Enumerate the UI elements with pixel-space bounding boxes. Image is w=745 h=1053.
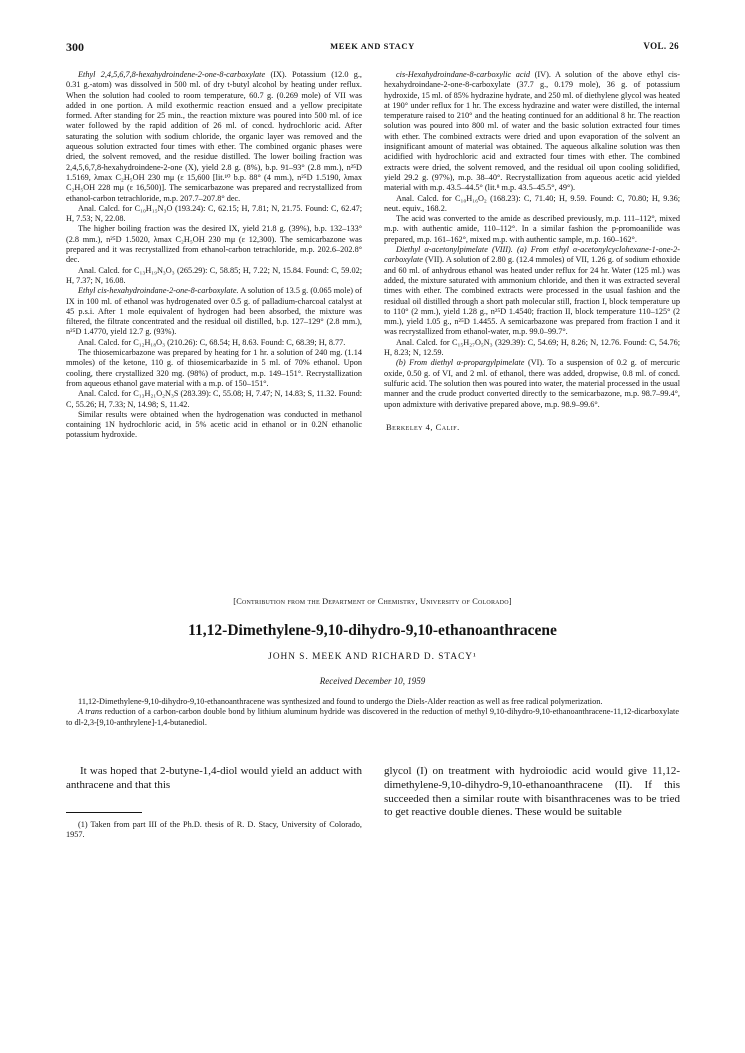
analysis-paragraph: Anal. Calcd. for C₁₅H₂₇O₅N₃ (329.39): C, 54.69; H, 8.26; N, 12.76. Found: C, 54.76; H, 8.23; N, 12.59. (384, 337, 680, 358)
body-paragraph: glycol (I) on treatment with hydroiodic acid would give 11,12-dimethylene-9,10-dihydro-9,10-ethanoanthracene (II). If this succeeded then a similar route with bisanthracenes was to be tried to get reactive double dienes. These would be suitable (384, 765, 680, 819)
paragraph (66, 70, 362, 204)
abstract-paragraph: 11,12-Dimethylene-9,10-dihydro-9,10-ethanoanthracene was synthesized and found to undergo the Diels-Alder reaction as well as free radical polymerization. (78, 697, 603, 706)
paragraph (66, 286, 362, 337)
experimental-right-column (384, 70, 680, 432)
analysis-paragraph: Anal. Calcd. for C₁₀H₁₆O₂ (168.23): C, 71.40; H, 9.59. Found: C, 70.80; H, 9.36; neut. equiv., 168.2. (384, 193, 680, 213)
compound-heading: Ethyl 2,4,5,6,7,8-hexahydroindene-2-one-8-carboxylate (78, 70, 266, 79)
volume-label: VOL. 26 (643, 41, 679, 51)
paragraph-text: A solution of 13.5 g. (0.065 mole) of IX in 100 ml. of ethanol was hydrogenated over 0.5 g. of palladium-charcoal catalyst at 45 p.s.i. After 1 mole equivalent of hydrogen had been absorbed, the mixture was filtered, the filtrate concentrated and the residual oil distilled, b.p. 127–129° (2.8 mm.), n²⁵D 1.4770, yield 12.7 g. (93%). (66, 286, 362, 337)
contribution-line: [Contribution from the Department of Chemistry, University of Colorado] (233, 597, 512, 606)
experimental-left-column (66, 70, 362, 441)
analysis-paragraph: Anal. Calcd. for C₁₀H₁₅N₃O (193.24): C, 62.15; H, 7.81; N, 21.75. Found: C, 62.47; H, 7.53; N, 22.08. (66, 203, 362, 224)
footnote-divider (66, 812, 142, 813)
received-date: Received December 10, 1959 (319, 676, 426, 686)
paragraph (384, 70, 680, 194)
abstract (66, 697, 679, 728)
paragraph: The higher boiling fraction was the desired IX, yield 21.8 g. (39%), b.p. 132–133° (2.8 mm.), n²⁵D 1.5020, λmax C₂H₅OH 230 mμ (ε 12,300). The semicarbazone was prepared and it was recrystallized from ethanol-carbon tetrachloride, m.p. 202.6–202.8° dec. (66, 224, 362, 265)
abstract-paragraph (66, 707, 679, 728)
paragraph: Similar results were obtained when the hydrogenation was conducted in methanol containing 1N hydrochloric acid, in 5% acetic acid in ethanol or in 0.2N ethanolic potassium hydroxide. (66, 409, 362, 440)
compound-heading: Ethyl cis-hexahydroindane-2-one-8-carboxylate. (78, 286, 239, 296)
paragraph-text: (IX). Potassium (12.0 g., 0.31 g.-atom) was dissolved in 500 ml. of dry t-butyl alcohol by heating under reflux. When the solution had cooled to room temperature, 60.7 g. (0.269 mole) of VII was added in one portion. A mild exothermic reaction ensued and a yellow precipitate formed. After standing for 25 min., the reaction mixture was poured into 500 ml. of ice water followed by the rapid addition of 26 ml. of concd. hydrochloric acid. After saturating the solution with sodium chloride, the organic layer was removed and the aqueous solution extracted four times with ether. The combined organic phases were dried, the solvent removed, and the residue distilled. The lower boiling fraction was 2,4,5,6,7,8-hexahydroindene-2-one (X), yield 2.8 g. (8%), b.p. 91–93° (2.8 mm.), n²⁵D 1.5169, λmax C₂H₅OH 230 mμ (ε 15,600 [lit.¹⁰ b.p. 88° (4 mm.), n²⁵D 1.5190, λmax C₂H₅OH 228 mμ (ε 16,500)]. The semicarbazone was prepared and recrystallized from ethanol-carbon tetrachloride, m.p. 207.7–207.8° dec. (66, 70, 362, 203)
analysis-paragraph: Anal. Calcd. for C₁₃H₂₁O₂N₃S (283.39): C, 55.08; H, 7.47; N, 14.83; S, 11.32. Found: C, 55.26; H, 7.33; N, 14.98; S, 11.42. (66, 389, 362, 409)
footnote-text: (1) Taken from part III of the Ph.D. thesis of R. D. Stacy, University of Colorado, 1957. (66, 820, 362, 840)
running-title: MEEK AND STACY (330, 41, 415, 51)
compound-heading: (b) From diethyl α-propargylpimelate (396, 358, 525, 368)
paragraph (384, 358, 680, 409)
author-line: JOHN S. MEEK AND RICHARD D. STACY¹ (268, 652, 477, 662)
paragraph-text: (VII). A solution of 2.80 g. (12.4 mmoles) of VII, 1.26 g. of sodium ethoxide and 60 ml. of anhydrous ethanol was heated under reflux for 24 hr. Water (125 ml.) was added, the mixture saturated with ammonium chloride, and then it was extracted several times with ether. The combined extracts were processed in the usual fashion and the residual oil distilled through a short path molecular still, fraction I, block temperature up to 110° (2 mm.), yield 1.28 g., n²⁵D 1.4540; fraction II, block temperature 110–125° (2 mm.), yield 1.05 g., n²⁵D 1.4455. A semicarbazone was prepared from fraction I and it was recrystallized from ethanol-water, m.p. 99.0–99.7°. (384, 255, 680, 337)
abstract-text: reduction of a carbon-carbon double bond by lithium aluminum hydride was discovered in the reduction of methyl 9,10-dihydro-9,10-ethanoanthracene-11,12-dicarboxylate to dl-2,3-[9,10-anthrylene]-1,4-butanediol. (66, 707, 680, 727)
body-right-column (384, 765, 680, 820)
body-left-column (66, 765, 362, 793)
page-number: 300 (66, 40, 84, 54)
analysis-paragraph: Anal. Calcd. for C₁₃H₁₉N₃O₃ (265.29): C, 58.85; H, 7.22; N, 15.84. Found: C, 59.02; H, 7.37; N, 16.08. (66, 265, 362, 285)
analysis-paragraph: Anal. Calcd. for C₁₂H₁₈O₃ (210.26): C, 68.54; H, 8.63. Found: C, 68.39; H, 8.77. (78, 337, 346, 347)
paragraph: The acid was converted to the amide as described previously, m.p. 111–112°, mixed m.p. with authentic amide, 110–112°. In a similar fashion the p-promoanilide was prepared, m.p. 161–162°, mixed m.p. with authentic sample, m.p. 160–162°. (384, 214, 680, 244)
paragraph-text: (VI). To a suspension of 0.2 g. of mercuric oxide, 0.50 g. of VI, and 2 ml. of ethanol, there was added, dropwise, 0.8 ml. of concd. sulfuric acid. The solution then was poured into water, the material processed in the usual manner and the crude product converted directly to the semicarbazone, m.p. 98.7–99.4°, upon admixture with derivative prepared above, m.p. 98.9–99.6°. (384, 358, 680, 409)
article-title: 11,12-Dimethylene-9,10-dihydro-9,10-ethanoanthracene (188, 622, 557, 639)
body-paragraph: It was hoped that 2-butyne-1,4-diol would yield an adduct with anthracene and that this (66, 765, 362, 791)
footnote (66, 820, 362, 841)
abstract-lead: A trans (78, 707, 103, 717)
location-signature: Berkeley 4, Calif. (386, 421, 460, 432)
paragraph-text: (IV). A solution of the above ethyl cis-hexahydroindane-2-one-8-carboxylate (37.7 g., 0.179 mole), 36 g. of potassium hydroxide, 15 ml. of 85% hydrazine hydrate, and 250 ml. of diethylene glycol was heated at 190° under reflux for 1 hr. The excess hydrazine and water were distilled, the internal temperature raised to 210° and the heating continued for an additional 8 hr. The reaction solution was poured into 800 ml. of water and the basic solution extracted four times with ether. The combined extracts were dried and upon evaporation of the solvent an insignificant amount of material was obtained. The aqueous alkaline solution was then acidified with hydrochloric acid and extracted four times with ether. The combined extracts were dried, the solvent removed, and the residual oil upon cooling solidified, yield 29.2 g. (97%), m.p. 38–40°. Recrystallization from aqueous acetic acid yielded material with m.p. 43.5–44.5° (lit.⁸ m.p. 43.5–45.5°, 49°). (384, 70, 681, 193)
compound-heading: Diethyl α-acetonylpimelate (VIII). (a) From ethyl α-acetonylcyclohexane-1-one-2-carboxylate (384, 245, 680, 265)
compound-heading: cis-Hexahydroindane-8-carboxylic acid (396, 70, 530, 79)
paragraph: The thiosemicarbazone was prepared by heating for 1 hr. a solution of 240 mg. (1.14 mmoles) of the ketone, 110 g. of thiosemicarbazide in 5 ml. of 70% ethanol. Upon cooling, there crystallized 320 mg. (98%) of product, m.p. 149–151°. Recrystallization from aqueous ethanol gave material with a m.p. of 150–151°. (66, 348, 362, 388)
paragraph (384, 245, 680, 338)
page-header (66, 40, 679, 56)
